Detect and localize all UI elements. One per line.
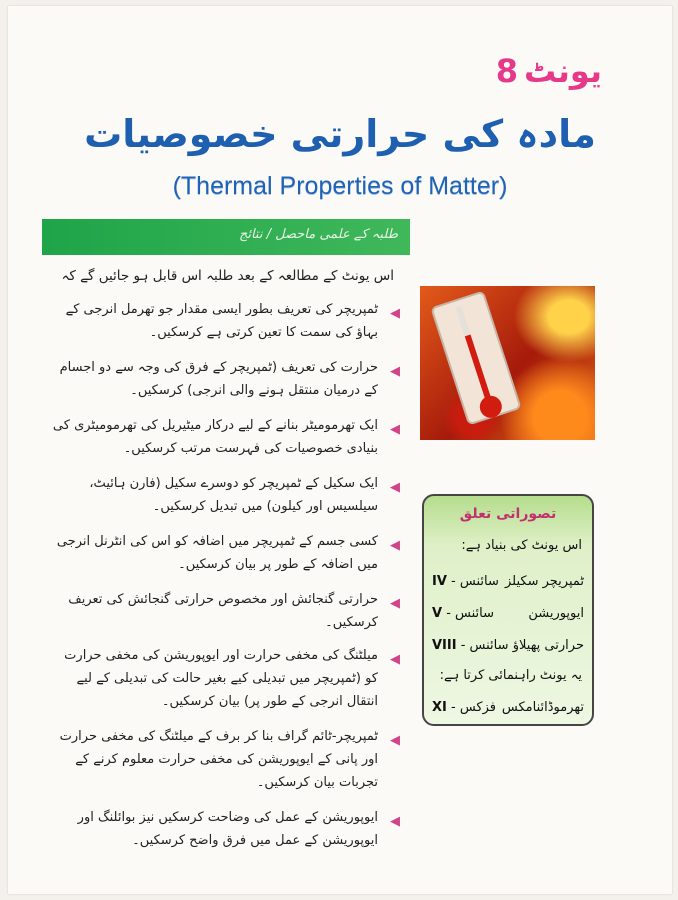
unit-word: یونٹ [524,52,602,90]
concept-subject: سائنس [459,574,499,589]
triangle-bullet-icon: ◀ [390,596,400,611]
based-on-label: اس یونٹ کی بنیاد ہے: [461,538,582,553]
concept-level: XI [432,700,447,715]
concept-box-title: تصوراتی تعلق [459,506,557,522]
concept-subject: سائنس [455,606,494,621]
concept-subject: سائنس [469,638,509,653]
concept-topic: ایوپوریشن [528,606,584,621]
textbook-page [8,6,672,894]
thermometer-icon [430,290,522,425]
unit-number: 8 [495,52,519,90]
objective-item [48,725,400,794]
objective-text: ایک سکیل کے ٹمپریچر کو دوسرے سکیل (فارن ہائیٹ، سیلسیس اور کیلون) میں تبدیل کرسکیں۔ [89,476,378,514]
objective-item [48,472,400,518]
objectives-header-bar [42,219,410,255]
objective-item [48,644,400,713]
objective-text: کسی جسم کے ٹمپریچر میں اضافہ کو اس کی انٹرنل انرجی میں اضافہ کے طور پر بیان کرسکیں۔ [56,534,378,572]
concept-link-box [422,494,594,726]
objective-item [48,588,400,634]
objective-text: ایک تھرمومیٹر بنانے کے لیے درکار میٹیریل کی تھرمومیٹری کی بنیادی خصوصیات کی فہرست مرتب کرسکیں۔ [52,418,378,456]
triangle-bullet-icon: ◀ [390,652,400,667]
concept-topic: ٹمپریچر سکیلز [504,574,584,589]
objective-item [48,806,400,852]
triangle-bullet-icon: ◀ [390,814,400,829]
concept-level: V [432,606,443,621]
concept-row: ایوپوریشن سائنس - V [432,606,584,621]
concept-topic: تھرموڈائنامکس [501,700,584,715]
concept-row: ٹمپریچر سکیلز سائنس - IV [432,574,584,589]
unit-label [496,52,602,90]
concept-row: تھرموڈائنامکس فزکس - XI [432,700,584,715]
concept-row: حرارتی پھیلاؤ سائنس - VIII [432,638,584,653]
objective-item [48,298,400,344]
objective-item [48,414,400,460]
triangle-bullet-icon: ◀ [390,480,400,495]
concept-subject: فزکس [459,700,496,715]
leads-to-label: یہ یونٹ راہنمائی کرتا ہے: [439,668,582,683]
objective-item [48,356,400,402]
thermometer-fire-image [420,286,595,440]
triangle-bullet-icon: ◀ [390,422,400,437]
triangle-bullet-icon: ◀ [390,733,400,748]
objective-text: میلٹنگ کی مخفی حرارت اور ایوپوریشن کی مخفی حرارت کو (ٹمپریچر میں تبدیلی کیے بغیر حالت کی تبدیلی کے لیے انتقال انرجی کے طور پر) بیان کرسکیں۔ [64,648,378,709]
triangle-bullet-icon: ◀ [390,306,400,321]
objectives-intro: اس یونٹ کے مطالعہ کے بعد طلبہ اس قابل ہو جائیں گے کہ [61,268,394,284]
objectives-list [48,298,400,852]
triangle-bullet-icon: ◀ [390,364,400,379]
page-title-english: (Thermal Properties of Matter) [172,172,508,200]
concept-level: VIII [432,638,457,653]
objective-text: ایوپوریشن کے عمل کی وضاحت کرسکیں نیز بوائلنگ اور ایوپوریشن کے عمل میں فرق واضح کرسکیں۔ [77,810,378,848]
objective-text: حرارت کی تعریف (ٹمپریچر کے فرق کی وجہ سے دو اجسام کے درمیان منتقل ہونے والی انرجی) کرسکیں۔ [59,360,378,398]
page-title-urdu: مادہ کی حرارتی خصوصیات [84,112,596,156]
objective-item [48,530,400,576]
concept-topic: حرارتی پھیلاؤ [512,638,584,653]
objectives-header-label: طلبہ کے علمی ماحصل / نتائج [238,227,398,242]
objective-text: ٹمپریچر کی تعریف بطور ایسی مقدار جو تھرمل انرجی کے بہاؤ کی سمت کا تعین کرتی ہے کرسکیں۔ [65,302,378,340]
objective-text: ٹمپریچر-ٹائم گراف بنا کر برف کے میلٹنگ کی مخفی حرارت اور پانی کے ایوپوریشن کی مخفی حرارت معلوم کرنے کے تجربات بیان کرسکیں۔ [59,729,378,790]
objective-text: حرارتی گنجائش اور مخصوص حرارتی گنجائش کی تعریف کرسکیں۔ [68,592,378,630]
triangle-bullet-icon: ◀ [390,538,400,553]
concept-level: IV [432,574,447,589]
